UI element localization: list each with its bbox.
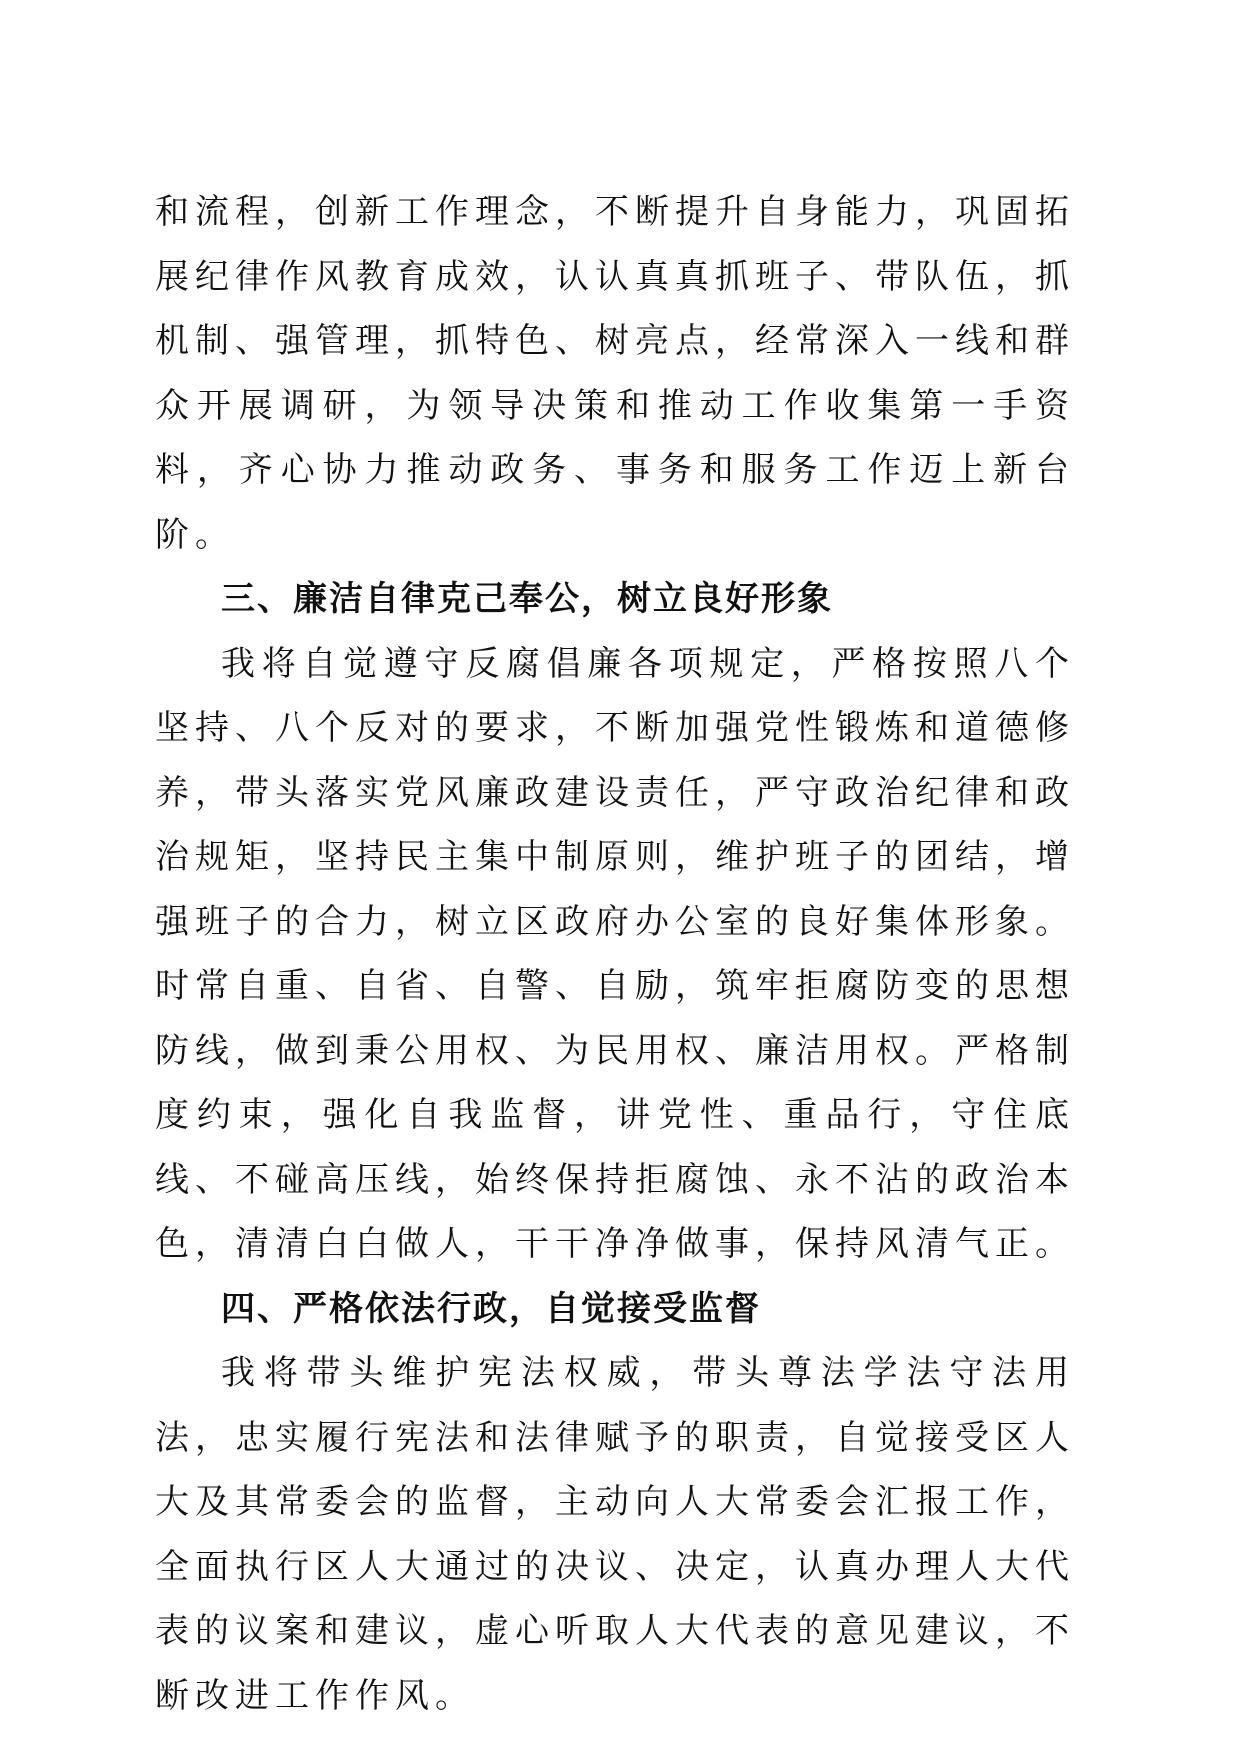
continued-paragraph: 和流程，创新工作理念，不断提升自身能力，巩固拓展纪律作风教育成效，认认真真抓班子、带队伍，抓机制、强管理，抓特色、树亮点，经常深入一线和群众开展调研，为领导决策和推动工作收集第一手资料，齐心协力推动政务、事务和服务工作迈上新台阶。 [155, 192, 1075, 555]
section-body-3: 我将自觉遵守反腐倡廉各项规定，严格按照八个坚持、八个反对的要求，不断加强党性锻炼和道德修养，带头落实党风廉政建设责任，严守政治纪律和政治规矩，坚持民主集中制原则，维护班子的团结，增强班子的合力，树立区政府办公室的良好集体形象。时常自重、自省、自警、自励，筑牢拒腐防变的思想防线，做到秉公用权、为民用权、廉洁用权。严格制度约束，强化自我监督，讲党性、重品行，守住底线、不碰高压线，始终保持拒腐蚀、永不沾的政治本色，清清白白做人，干干净净做事，保持风清气正。 [155, 643, 1075, 1264]
section-heading-4: 四、严格依法行政，自觉接受监督 [221, 1288, 761, 1329]
section-heading-3: 三、廉洁自律克己奉公，树立良好形象 [221, 579, 833, 619]
document-body [155, 180, 1075, 1728]
section-body-4: 我将带头维护宪法权威，带头尊法学法守法用法，忠实履行宪法和法律赋予的职责，自觉接受区人大及其常委会的监督，主动向人大常委会汇报工作，全面执行区人大通过的决议、决定，认真办理人大代表的议案和建议，虚心听取人大代表的意见建议，不断改进工作作风。 [155, 1353, 1075, 1716]
